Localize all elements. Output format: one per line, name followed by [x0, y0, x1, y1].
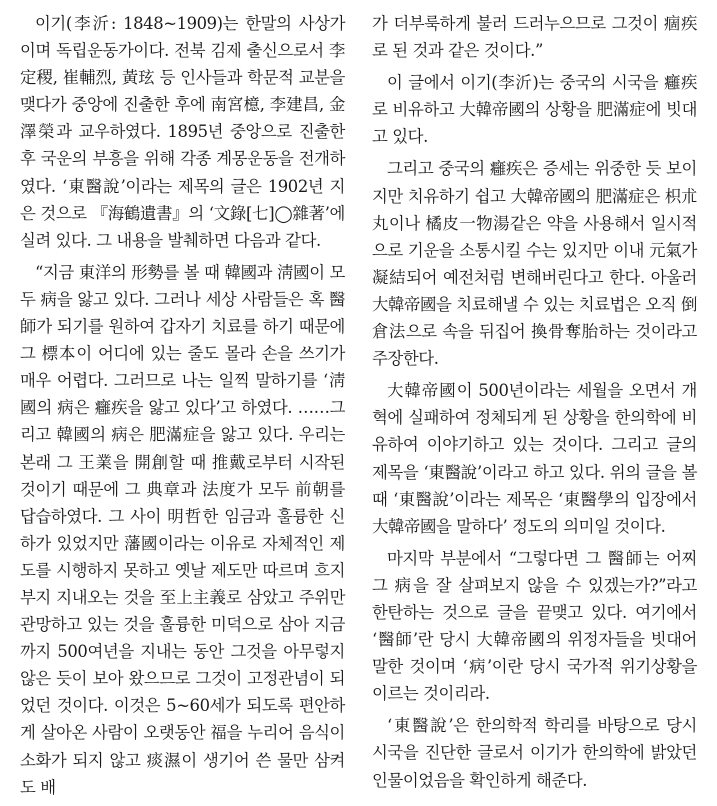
- paragraph-analysis: 이 글에서 이기(李沂)는 중국의 시국을 癰疾로 비유하고 大韓帝國의 상황을 肥滿症에 빗대고 있다.: [372, 73, 697, 147]
- paragraph-interpretation: 大韓帝國이 500년이라는 세월을 오면서 개혁에 실패하여 정체되게 된 상황을 한의학에 비유하여 이야기하고 있는 것이다. 그리고 글의 제목을 ‘東醫說’이라고 하고 있다. 위의 글을 볼 때 ‘東醫說’이라는 제목은 ‘東醫學의 입장에서 大韓帝國을 말하다’ 정도의 의미일 것이다.: [372, 381, 697, 536]
- paragraph-conclusion-remark: 마지막 부분에서 “그렇다면 그 醫師는 어찌 그 病을 잘 살펴보지 않을 수 있겠는가?”라고 한탄하는 것으로 글을 끝맺고 있다. 여기에서 ‘醫師’란 당시 大韓帝國의 위정자들을 빗대어 말한 것이며 ‘病’이란 당시 국가적 위기상황을 이르는 것이리라.: [372, 548, 697, 704]
- paragraph-introduction: 이기(李沂: 1848~1909)는 한말의 사상가이며 독립운동가이다. 전북 김제 출신으로서 李定稷, 崔輔烈, 黃玹 등 인사들과 학문적 교분을 맺다가 중앙에 진출한 후에 南宮檍, 李建昌, 金澤榮과 교우하였다. 1895년 중앙으로 진출한 후 국운의 부흥을 위해 각종 계몽운동을 전개하였다. ‘東醫說’이라는 제목의 글은 1902년 지은 것으로 『海鶴遺書』의 ‘文錄[七]◯雜著’에 실려 있다. 그 내용을 발췌하면 다음과 같다.: [20, 14, 345, 250]
- paragraph-summary: ‘東醫說’은 한의학적 학리를 바탕으로 당시 시국을 진단한 글로서 이기가 한의학에 밝았던 인물이었음을 확인하게 해준다.: [372, 716, 697, 790]
- paragraph-quotation-continued: 가 더부룩하게 불러 드러누으므로 그것이 痼疾로 된 것과 같은 것이다.”: [372, 14, 697, 61]
- paragraph-quotation: “지금 東洋의 形勢를 볼 때 韓國과 淸國이 모두 病을 앓고 있다. 그러나 세상 사람들은 혹 醫師가 되기를 원하여 갑자기 치료를 하기 때문에 그 標本이 어디에 있는 줄도 몰라 손을 쓰기가 매우 어렵다. 그러므로 나는 일찍 말하기를 ‘淸國의 病은 癰疾을 앓고 있다’고 하였다. ……그리고 韓國의 病은 肥滿症을 앓고 있다. 우리는 본래 그 王業을 開創할 때 推戴로부터 시작된 것이기 때문에 그 典章과 法度가 모두 前朝를 답습하였다. 그 사이 明哲한 임금과 훌륭한 신하가 있었지만 藩國이라는 이유로 자체적인 제도를 시행하지 못하고 옛날 제도만 따르며 흐지부지 지내오는 것을 至上主義로 삼았고 주위만 관망하고 있는 것을 훌륭한 미덕으로 삼아 지금까지 500여년을 지내는 동안 그것을 아무렇지 않은 듯이 보아 왔으므로 그것이 고정관념이 되었던 것이다. 이것은 5~60세가 되도록 편안하게 살아온 사람이 오랫동안 福을 누리어 음식이 소화가 되지 않고 痰濕이 생기어 쓴 물만 삼켜도 배: [20, 262, 345, 797]
- paragraph-treatment: 그리고 중국의 癰疾은 증세는 위중한 듯 보이지만 치유하기 쉽고 大韓帝國의 肥滿症은 枳朮丸이나 橘皮一物湯같은 약을 사용해서 일시적으로 기운을 소통시킬 수는 있지만 이내 元氣가 凝結되어 예전처럼 변해버린다고 한다. 아울러 大韓帝國을 치료해낼 수 있는 치료법은 오직 倒倉法으로 속을 뒤집어 換骨奪胎하는 것이라고 주장한다.: [372, 159, 697, 369]
- left-column: [20, 10, 345, 806]
- right-column: [372, 10, 697, 799]
